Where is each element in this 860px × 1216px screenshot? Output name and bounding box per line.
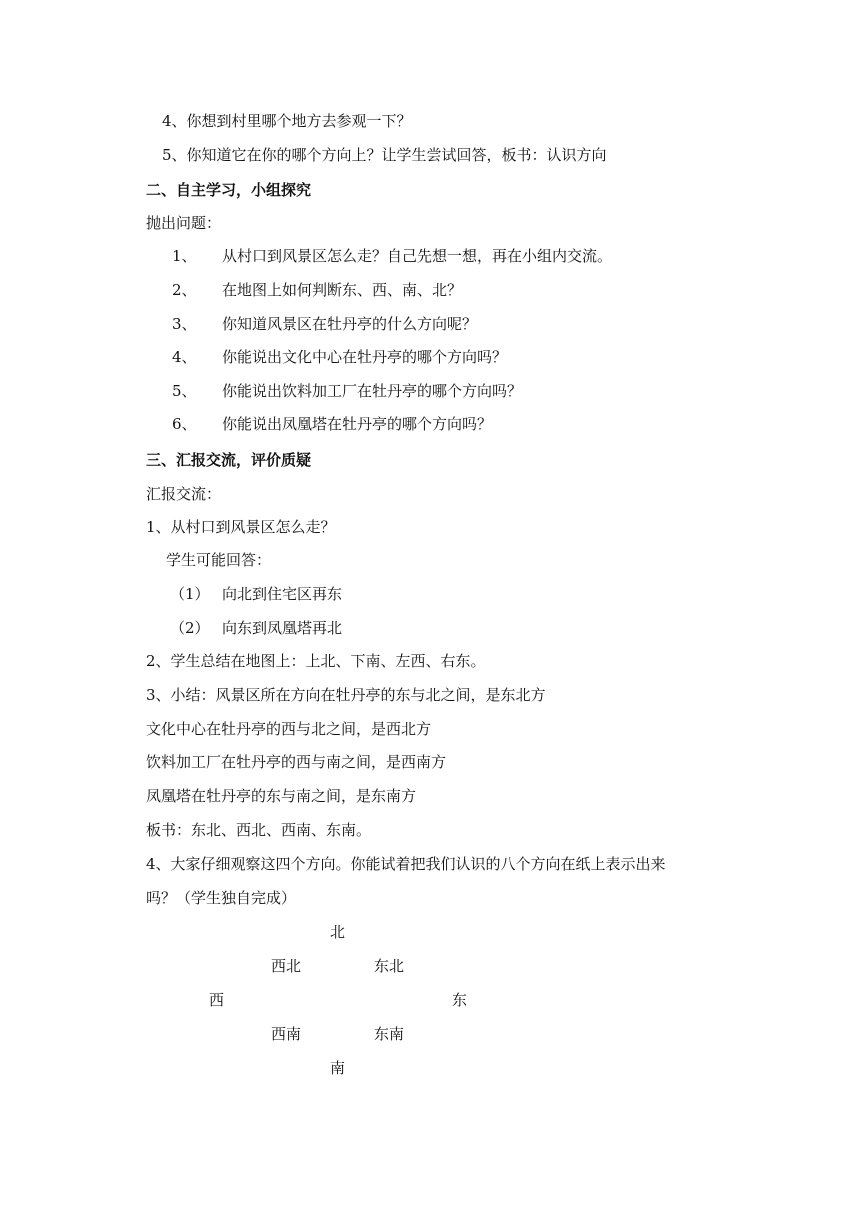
question-item: [172, 314, 477, 334]
report-question-1: 1、从村口到风景区怎么走？: [146, 518, 336, 536]
section-2-lead: 抛出问题：: [146, 214, 222, 232]
report-question-4-continued: 吗？（学生独自完成）: [146, 889, 297, 907]
question-text: 你能说出凤凰塔在牡丹亭的哪个方向吗？: [222, 415, 493, 433]
direction-north: 北: [330, 923, 346, 941]
question-item: [172, 381, 522, 401]
direction-northeast: 东北: [374, 957, 405, 975]
question-text: 你能说出饮料加工厂在牡丹亭的哪个方向吗？: [222, 382, 523, 400]
question-text: 在地图上如何判断东、西、南、北？: [222, 281, 463, 299]
report-question-2: 2、学生总结在地图上：上北、下南、左西、右东。: [146, 652, 486, 670]
question-item: [172, 246, 612, 266]
answer-item: [170, 618, 342, 638]
direction-east: 东: [452, 991, 468, 1009]
question-item: [172, 414, 492, 434]
direction-west: 西: [209, 991, 225, 1009]
report-question-4: 4、大家仔细观察这四个方向。你能试着把我们认识的八个方向在纸上表示出来: [146, 855, 666, 873]
summary-line: 饮料加工厂在牡丹亭的西与南之间，是西南方: [146, 753, 447, 771]
question-item: [172, 280, 462, 300]
summary-line: 文化中心在牡丹亭的西与北之间，是西北方: [146, 720, 432, 738]
question-number: 1、: [172, 247, 197, 265]
board-writing: 板书：东北、西北、西南、东南。: [146, 821, 372, 839]
answer-number: （2）: [170, 619, 210, 637]
direction-south: 南: [330, 1059, 346, 1077]
direction-northwest: 西北: [271, 957, 302, 975]
question-text: 你能说出文化中心在牡丹亭的哪个方向吗？: [222, 348, 508, 366]
intro-item-4: 4、你想到村里哪个地方去参观一下？: [162, 112, 412, 130]
report-answer-lead: 学生可能回答：: [166, 551, 272, 569]
summary-line: 凤凰塔在牡丹亭的东与南之间，是东南方: [146, 787, 417, 805]
question-number: 3、: [172, 315, 197, 333]
answer-item: [170, 584, 342, 604]
question-text: 从村口到风景区怎么走？自己先想一想，再在小组内交流。: [222, 247, 613, 265]
section-3-lead: 汇报交流：: [146, 485, 222, 503]
section-3-heading: 三、汇报交流，评价质疑: [146, 451, 312, 469]
question-number: 6、: [172, 415, 197, 433]
answer-number: （1）: [170, 585, 210, 603]
report-question-3: 3、小结：风景区所在方向在牡丹亭的东与北之间，是东北方: [146, 686, 546, 704]
intro-item-5: 5、你知道它在你的哪个方向上？让学生尝试回答，板书：认识方向: [162, 146, 607, 164]
question-number: 5、: [172, 382, 197, 400]
answer-text: 向北到住宅区再东: [222, 585, 343, 603]
question-number: 4、: [172, 348, 197, 366]
question-text: 你知道风景区在牡丹亭的什么方向呢？: [222, 315, 478, 333]
direction-southwest: 西南: [271, 1025, 302, 1043]
section-2-heading: 二、自主学习，小组探究: [146, 181, 312, 199]
answer-text: 向东到凤凰塔再北: [222, 619, 343, 637]
question-number: 2、: [172, 281, 197, 299]
question-item: [172, 347, 507, 367]
direction-southeast: 东南: [374, 1025, 405, 1043]
